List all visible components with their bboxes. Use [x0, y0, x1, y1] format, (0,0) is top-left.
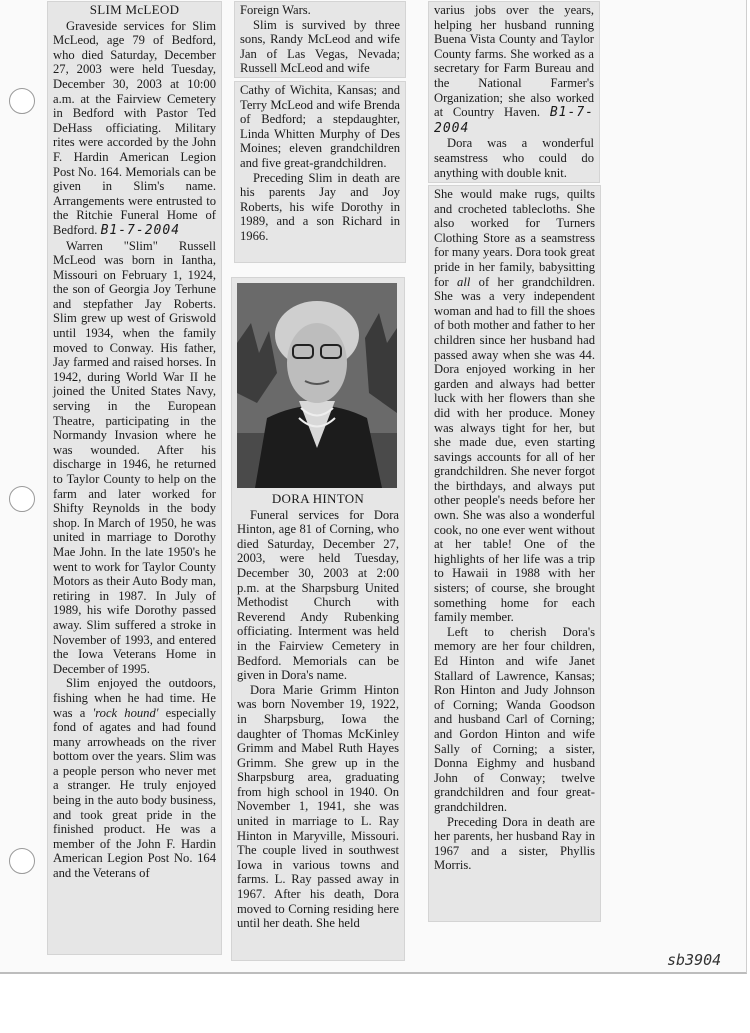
binder-hole — [9, 848, 35, 874]
obituary-text — [434, 187, 595, 873]
obituary-text — [53, 3, 216, 881]
paragraph: She would make rugs, quilts and crocheted tablecloths. She also worked for Turners Clothing Store as a seamstress for many years. Dora took great pride in her family, babysitting for all of her grandchildren. She was a very independent woman and had to fill the shoes of both mother and father to her children since her husband had passed away when she was 44. Dora enjoyed working in her garden and always had better luck with her flowers than she did with her produce. Money was always tight for her, but she made due, even starting savings accounts for all of her grandchildren. She never forgot the birthdays, and always put other people's needs before her own. She was also a wonderful cook, no one ever went without at her table! One of the highlights of her life was a trip to Hawaii in 1988 with her sisters; of course, she brought something home for each family member. — [434, 187, 595, 625]
paragraph: Funeral services for Dora Hinton, age 81 of Corning, who died Saturday, December 27, 2003, were held Tuesday, December 30, 2003 at 2:00 p.m. at the Sharpsburg United Methodist Church with Reverend Andy Rubenking officiating. Interment was held in the Fairview Cemetery in Bedford. Memorials can be given in Dora's name. — [237, 507, 399, 683]
handwritten-date: B1-7-2004 — [100, 222, 181, 238]
paragraph: Foreign Wars. — [240, 3, 311, 17]
paragraph: Graveside services for Slim McLeod, age 79 of Bedford, who died Saturday, December 27, 2003 were held Tuesday, December 30, 2003 at 10:00 a.m. at the Fairview Cemetery in Bedford with Pastor Ted DeHass officiating. Military rites were accorded by the John F. Hardin American Legion Post No. 164. Memorials can be given in Slim's name. Arrangements were entrusted to the Ritchie Funeral Home of Bedford. B1-7-2004 — [53, 18, 216, 238]
portrait-photo — [237, 283, 397, 488]
obituary-text — [237, 492, 399, 931]
clipping-slim-main — [48, 2, 221, 954]
binder-hole — [9, 88, 35, 114]
binder-hole — [9, 486, 35, 512]
clipping-slim-continued — [235, 2, 405, 77]
clipping-dora-continued — [429, 2, 599, 182]
paragraph: Warren "Slim" Russell McLeod was born in Iantha, Missouri on February 1, 1924, the son of Georgia Joy Terhune and stepfather Jay Roberts. Slim grew up west of Griswold until 1934, when the family moved to Conway. His father, Jay farmed and raised horses. In 1942, during World War II he joined the United States Navy, serving in the European Theatre, participating in the Normandy Invasion where he was wounded. After his discharge in 1946, he returned to Taylor County to help on the farm and later worked for Shifty Reynolds in the body shop. In March of 1950, he was united in marriage to Dorothy Mae John. In the late 1950's he went to work for Taylor County Motors as their Auto Body man, retiring in 1987. In July of 1989, his wife Dorothy passed away. Slim suffered a stroke in November of 1993, and entered the Iowa Veterans Home in December of 1995. — [53, 238, 216, 676]
obituary-text — [240, 3, 400, 76]
clipping-dora-survivors — [429, 186, 600, 921]
paragraph: Slim is survived by three sons, Randy McLeod and wife Jan of Las Vegas, Nevada; Russell McLeod and wife — [240, 17, 400, 76]
paragraph: Cathy of Wichita, Kansas; and Terry McLeod and wife Brenda of Bedford; a stepdaughter, Linda Whitten Murphy of Des Moines; eleven grandchildren and five great-grandchildren. — [240, 83, 400, 170]
paragraph: Preceding Slim in death are his parents Jay and Joy Roberts, his wife Dorothy in 1989, and a son Richard in 1966. — [240, 170, 400, 243]
obituary-headline: DORA HINTON — [271, 491, 365, 506]
clipping-slim-survivors — [235, 82, 405, 262]
portrait-image — [237, 283, 397, 488]
handwritten-date: B1-7-2004 — [434, 105, 594, 136]
paragraph: Left to cherish Dora's memory are her four children, Ed Hinton and wife Janet Stallard of Lawrence, Kansas; Ron Hinton and Judy Johnson of Corning; Wanda Goodson and husband Carl of Corning; and Gordon Hinton and wife Sally of Corning; a sister, Donna Eighmy and husband John of Conway; twelve grandchildren and four great-grandchildren. — [434, 624, 595, 814]
paragraph: varius jobs over the years, helping her husband running Buena Vista County and Taylor County farms. She worked as a secretary for Farm Bureau and the National Farmer's Organization; she also worked at Country Haven. B1-7-2004 — [434, 3, 594, 136]
clipping-dora-main — [232, 278, 404, 960]
paragraph: Dora Marie Grimm Hinton was born November 19, 1922, in Sharpsburg, Iowa the daughter of Thomas McKinley Grimm and Mabel Ruth Hayes Grimm. She grew up in the Sharpsburg area, graduating from high school in 1940. On November 1, 1941, she was united in marriage to L. Ray Hinton in Maryville, Missouri. The couple lived in southwest Iowa in various towns and farms. L. Ray passed away in 1967. After his death, Dora moved to Corning residing here until her death. She held — [237, 682, 399, 931]
paragraph: Dora was a wonderful seamstress who could do anything with double knit. — [434, 136, 594, 180]
paragraph: Preceding Dora in death are her parents, her husband Ray in 1967 and a sister, Phyllis Morris. — [434, 814, 595, 873]
obituary-text — [240, 83, 400, 244]
obituary-headline: SLIM McLEOD — [89, 2, 180, 17]
obituary-text — [434, 3, 594, 180]
paragraph: Slim enjoyed the outdoors, fishing when he had time. He was a 'rock hound' especially fond of agates and had found many arrowheads on the river bottom over the years. Slim was a people person who never met a stranger. He truly enjoyed being in the auto body business, and took great pride in the finished product. He was a member of the John F. Hardin American Legion Post No. 164 and the Veterans of — [53, 676, 216, 881]
catalog-number: sb3904 — [667, 951, 722, 969]
